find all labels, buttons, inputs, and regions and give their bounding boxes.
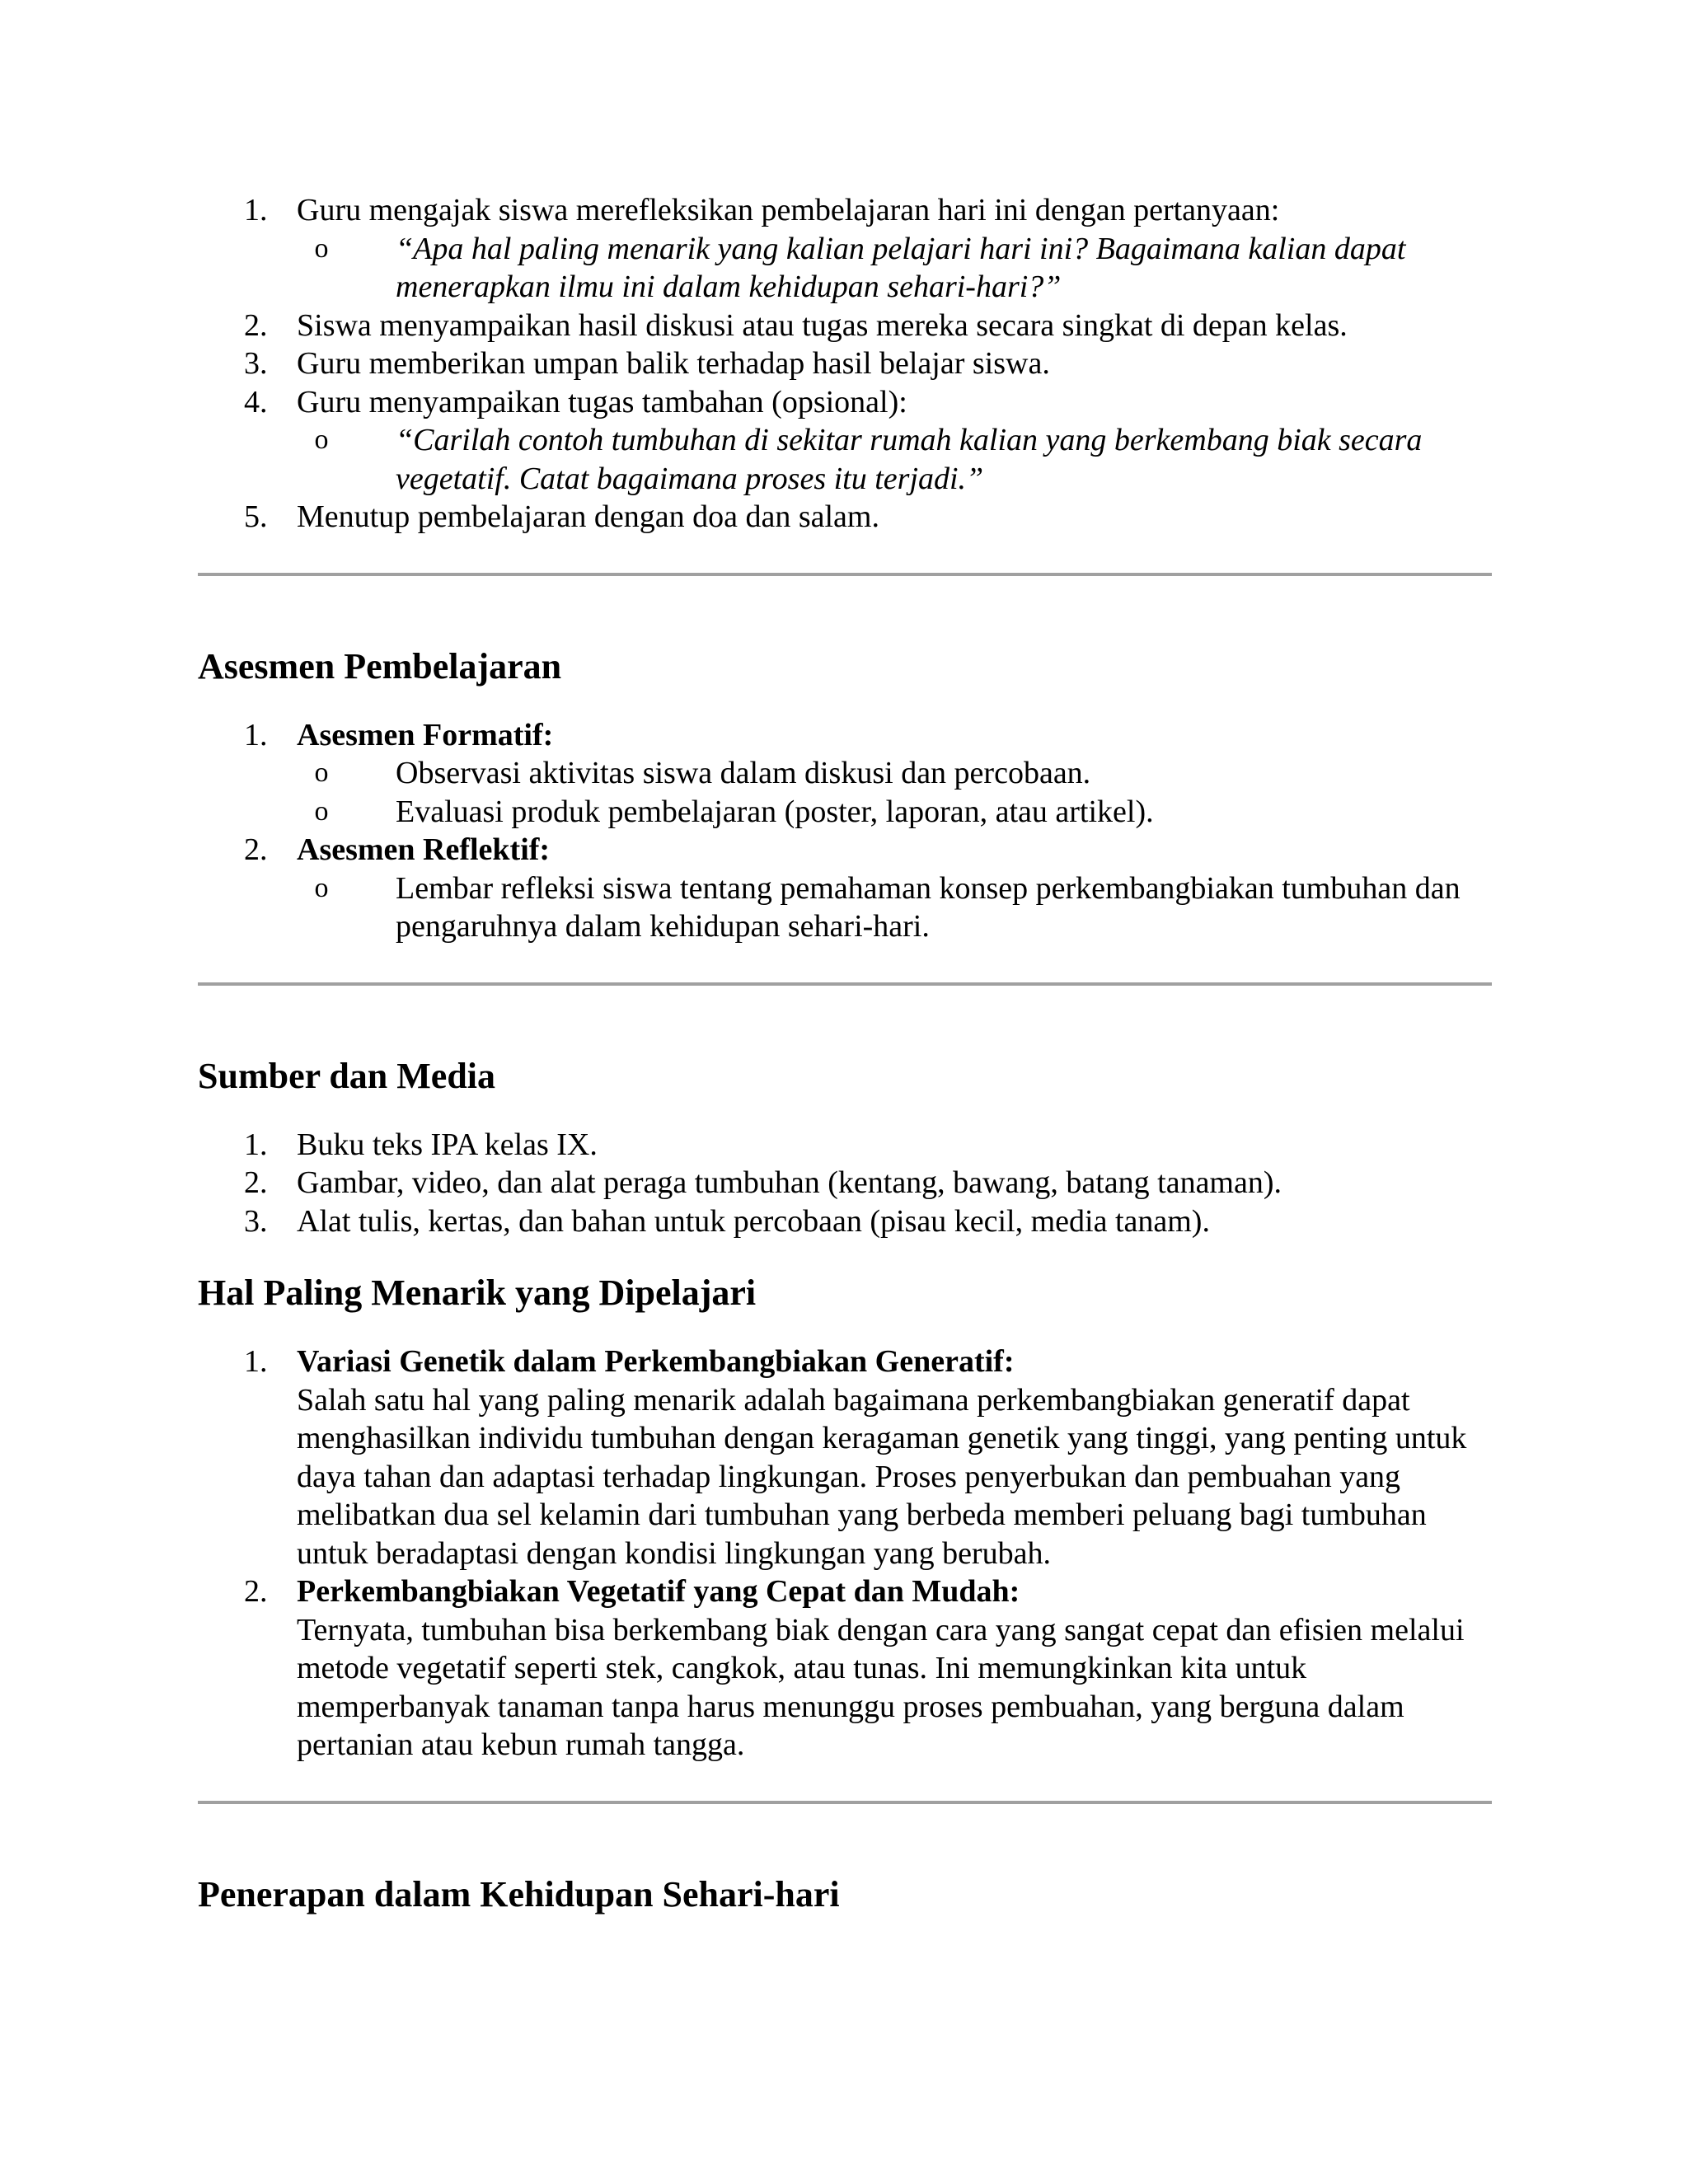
item-label: Asesmen Reflektif:	[297, 832, 551, 867]
list-item	[198, 498, 1492, 537]
bullet-icon: o	[314, 424, 329, 455]
item-text: Buku teks IPA kelas IX.	[297, 1127, 598, 1162]
list-item	[198, 1202, 1492, 1241]
item-number: 1.	[244, 717, 268, 752]
horizontal-rule	[198, 982, 1492, 986]
item-text: Menutup pembelajaran dengan doa dan salam.	[297, 499, 879, 534]
item-number: 2.	[244, 307, 268, 343]
sub-list-item	[297, 421, 1492, 498]
list-item	[198, 716, 1492, 832]
horizontal-rule	[198, 1801, 1492, 1804]
item-paragraph: Ternyata, tumbuhan bisa berkembang biak dengan cara yang sangat cepat dan efisien melalui metode vegetatif seperti stek, cangkok, atau tunas. Ini memungkinkan kita untuk memperbanyak tanaman tanpa harus menunggu proses pembuahan, yang berguna dalam pertanian atau kebun rumah tangga.	[297, 1612, 1465, 1762]
item-label: Asesmen Formatif:	[297, 717, 554, 752]
closing-steps-list	[198, 191, 1492, 537]
section-heading-sumber: Sumber dan Media	[198, 1055, 496, 1096]
item-paragraph: Salah satu hal yang paling menarik adalah bagaimana perkembangbiakan generatif dapat menghasilkan individu tumbuhan dengan keragaman genetik yang tinggi, yang penting untuk daya tahan dan adaptasi terhadap lingkungan. Proses penyerbukan dan pembuahan yang melibatkan dua sel kelamin dari tumbuhan yang berbeda memberi peluang bagi tumbuhan untuk beradaptasi dengan kondisi lingkungan yang berubah.	[297, 1382, 1467, 1571]
asesmen-list	[198, 716, 1492, 946]
item-text: Guru memberikan umpan balik terhadap hasil belajar siswa.	[297, 346, 1050, 381]
item-label: Perkembangbiakan Vegetatif yang Cepat dan Mudah:	[297, 1574, 1020, 1609]
list-item	[198, 1572, 1492, 1765]
sub-list	[297, 754, 1492, 831]
bullet-icon: o	[314, 872, 329, 903]
bullet-icon: o	[314, 232, 329, 264]
item-text: Gambar, video, dan alat peraga tumbuhan (kentang, bawang, batang tanaman).	[297, 1165, 1282, 1200]
item-label: Variasi Genetik dalam Perkembangbiakan Generatif:	[297, 1344, 1015, 1379]
list-item	[198, 1164, 1492, 1202]
item-number: 2.	[244, 832, 268, 867]
sub-list-item	[297, 869, 1492, 946]
bullet-icon: o	[314, 757, 329, 788]
item-text: Guru menyampaikan tugas tambahan (opsional):	[297, 384, 907, 419]
item-text: Alat tulis, kertas, dan bahan untuk percobaan (pisau kecil, media tanam).	[297, 1203, 1210, 1239]
item-number: 2.	[244, 1165, 268, 1200]
section-heading-menarik: Hal Paling Menarik yang Dipelajari	[198, 1272, 757, 1313]
section-heading-penerapan: Penerapan dalam Kehidupan Sehari-hari	[198, 1873, 840, 1915]
sub-list-item	[297, 754, 1492, 793]
list-item	[198, 383, 1492, 499]
list-item	[198, 1126, 1492, 1165]
list-item	[198, 831, 1492, 946]
item-number: 3.	[244, 346, 268, 381]
sub-list	[297, 421, 1492, 498]
list-item	[198, 191, 1492, 307]
sub-item-text: Evaluasi produk pembelajaran (poster, laporan, atau artikel).	[396, 794, 1154, 829]
sub-item-text: Lembar refleksi siswa tentang pemahaman konsep perkembangbiakan tumbuhan dan pengaruhnya dalam kehidupan sehari-hari.	[396, 870, 1461, 944]
list-item	[198, 1343, 1492, 1572]
sub-list-item	[297, 230, 1492, 307]
section-heading-asesmen: Asesmen Pembelajaran	[198, 645, 562, 687]
item-number: 4.	[244, 384, 268, 419]
item-text: Guru mengajak siswa merefleksikan pembelajaran hari ini dengan pertanyaan:	[297, 193, 1280, 227]
item-text: Siswa menyampaikan hasil diskusi atau tugas mereka secara singkat di depan kelas.	[297, 307, 1348, 343]
item-number: 3.	[244, 1203, 268, 1239]
horizontal-rule	[198, 573, 1492, 576]
list-item	[198, 307, 1492, 345]
item-number: 2.	[244, 1574, 268, 1609]
sumber-list	[198, 1126, 1492, 1241]
reflection-question: “Apa hal paling menarik yang kalian pelajari hari ini? Bagaimana kalian dapat menerapkan ilmu ini dalam kehidupan sehari-hari?”	[396, 231, 1406, 304]
item-number: 5.	[244, 499, 268, 534]
document-page	[198, 191, 1492, 1916]
list-item	[198, 344, 1492, 383]
sub-list-item	[297, 793, 1492, 832]
item-number: 1.	[244, 1344, 268, 1379]
sub-item-text: Observasi aktivitas siswa dalam diskusi dan percobaan.	[396, 756, 1091, 790]
item-number: 1.	[244, 1127, 268, 1162]
sub-list	[297, 869, 1492, 946]
homework-task: “Carilah contoh tumbuhan di sekitar rumah kalian yang berkembang biak secara vegetatif. Catat bagaimana proses itu terjadi.”	[396, 423, 1423, 496]
sub-list	[297, 230, 1492, 307]
item-number: 1.	[244, 193, 268, 227]
menarik-list	[198, 1343, 1492, 1765]
bullet-icon: o	[314, 795, 329, 827]
